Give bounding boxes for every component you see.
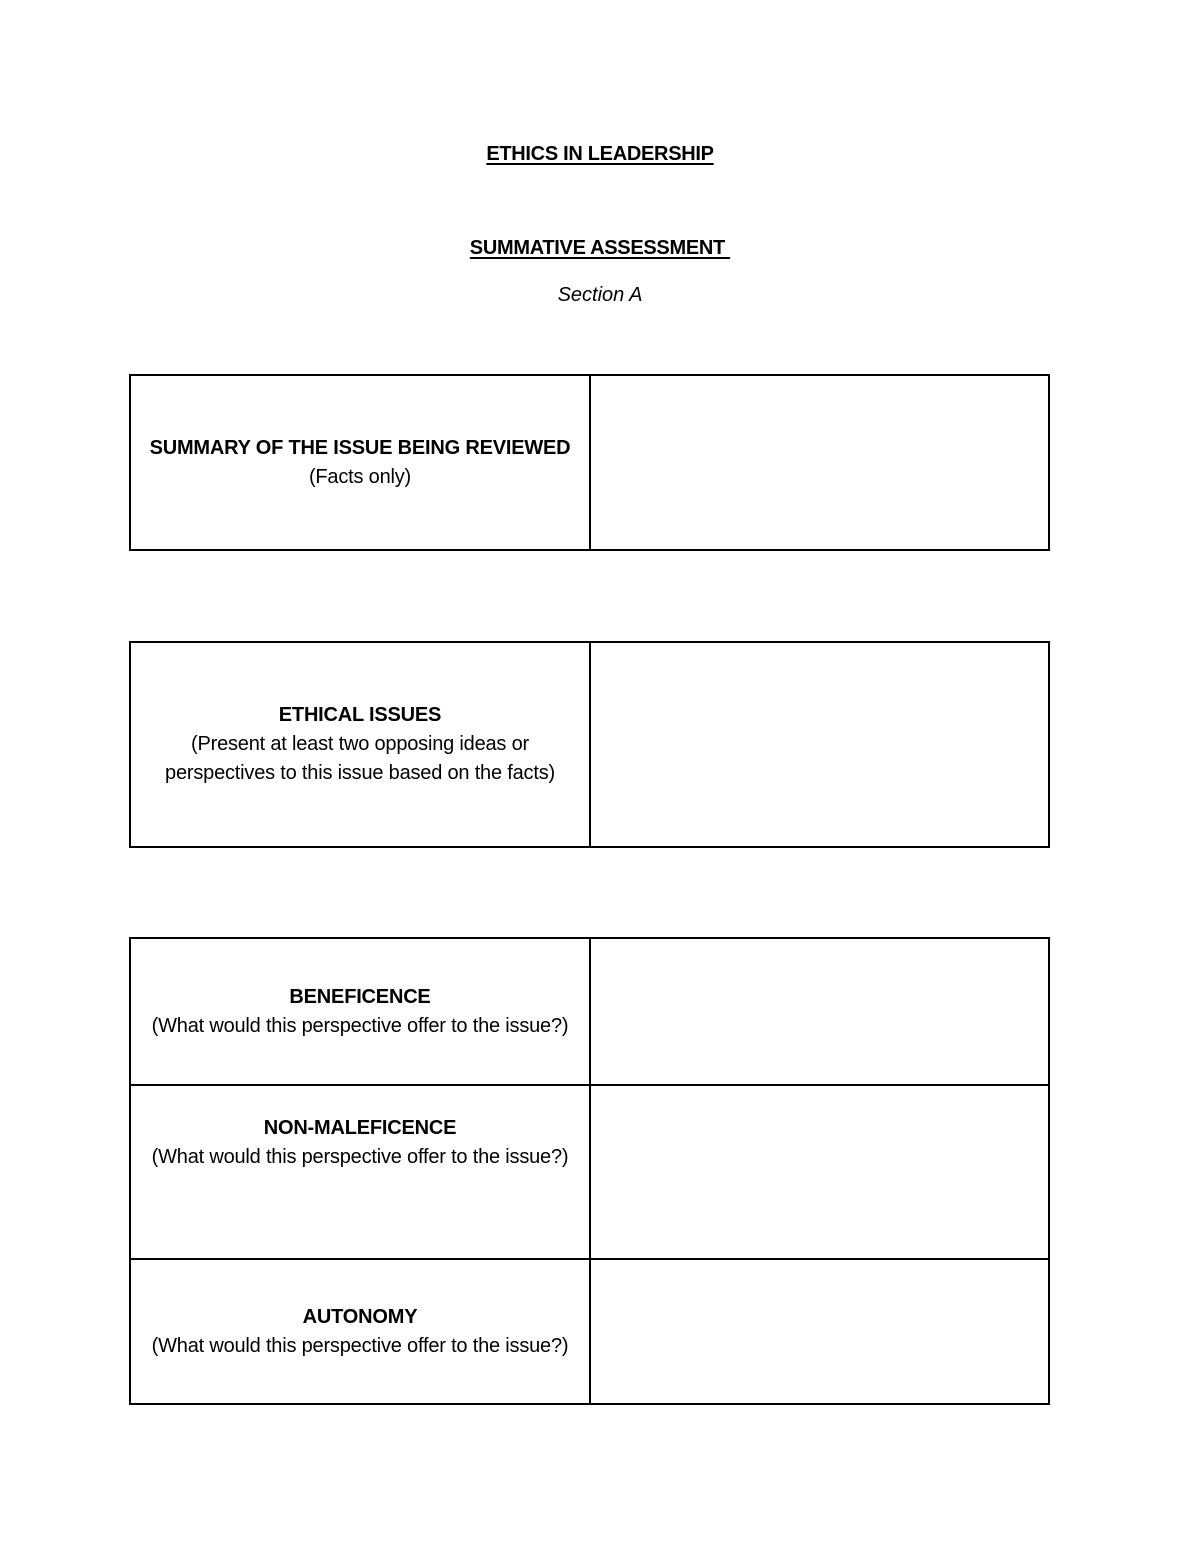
ethical-issues-hint: (Present at least two opposing ideas or perspectives to this issue based on the facts) [165,733,555,784]
summary-table [129,374,1050,551]
section-label: Section A [557,284,643,306]
non-maleficence-answer-cell[interactable] [590,1085,1049,1259]
non-maleficence-label-cell [130,1085,590,1259]
non-maleficence-hint: (What would this perspective offer to the issue?) [151,1146,569,1168]
table-row [130,938,1049,1085]
summary-hint: (Facts only) [308,465,412,488]
assessment-title: SUMMATIVE ASSESSMENT [469,237,731,259]
table-row [130,642,1049,847]
ethical-issues-label-cell [130,642,590,847]
summary-label-cell [130,375,590,550]
document-title: ETHICS IN LEADERSHIP [486,143,714,165]
autonomy-hint: (What would this perspective offer to the issue?) [151,1334,569,1357]
non-maleficence-heading: NON-MALEFICENCE [263,1117,457,1139]
autonomy-answer-cell[interactable] [590,1259,1049,1404]
beneficence-hint: (What would this perspective offer to the issue?) [151,1014,569,1037]
principles-table [129,937,1050,1405]
autonomy-heading: AUTONOMY [302,1305,418,1328]
ethical-issues-table [129,641,1050,848]
beneficence-answer-cell[interactable] [590,938,1049,1085]
table-row [130,375,1049,550]
ethical-issues-answer-cell[interactable] [590,642,1049,847]
table-row [130,1085,1049,1259]
summary-heading: SUMMARY OF THE ISSUE BEING REVIEWED [149,436,571,459]
summary-answer-cell[interactable] [590,375,1049,550]
beneficence-heading: BENEFICENCE [289,985,431,1008]
table-row [130,1259,1049,1404]
ethical-issues-heading: ETHICAL ISSUES [278,704,442,726]
beneficence-label-cell [130,938,590,1085]
autonomy-label-cell [130,1259,590,1404]
